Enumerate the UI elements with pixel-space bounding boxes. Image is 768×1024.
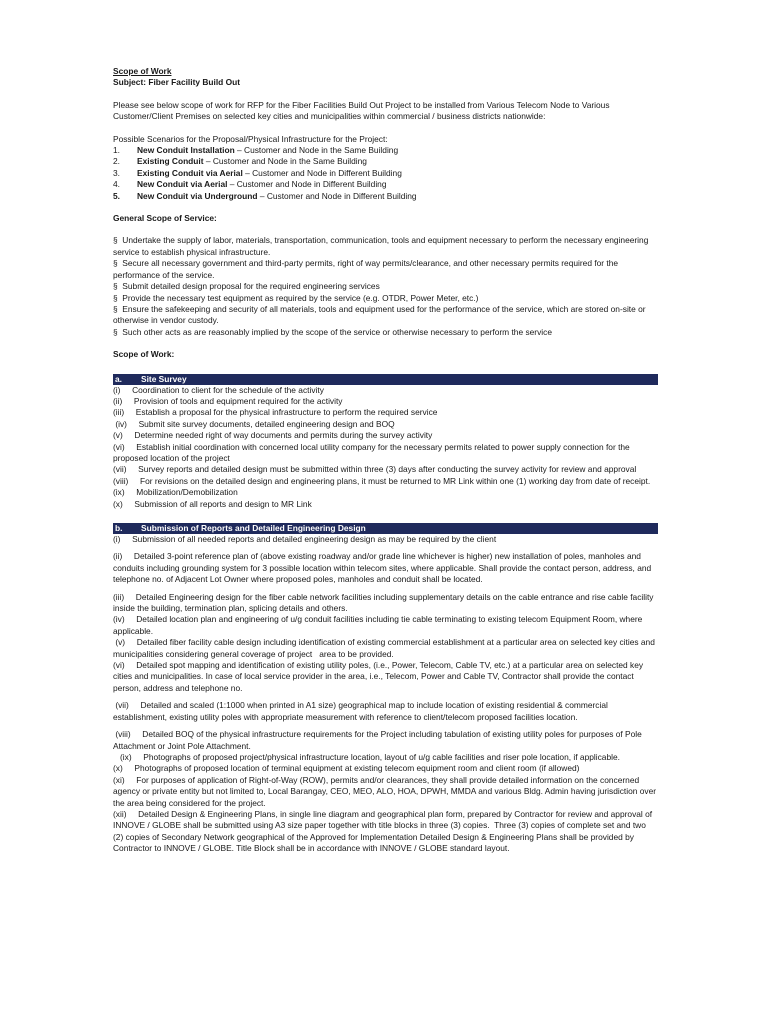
doc-intro: Please see below scope of work for RFP for the Fiber Facilities Build Out Project to be installed from Various Telecom Node to Various Customer/Client Premises on selected key cities and municipalities within commercial / business districts nationwide:: [113, 99, 610, 122]
scenario-description: – Customer and Node in Different Building: [257, 190, 417, 201]
scenario-name: Existing Conduit via Aerial: [137, 167, 243, 178]
section-b-header: [113, 523, 658, 534]
general-scope-item: § Ensure the safekeeping and security of all materials, tools and equipment used for the performance of the service, which are stored on-site or otherwise in vendor custody.: [113, 303, 648, 326]
site-survey-item: (vi) Establish initial coordination with concerned local utility company for the necessary permits related to power supply connection for the proposed location of the project: [113, 441, 633, 463]
scenario-item: [113, 179, 658, 190]
reports-item: (vi) Detailed spot mapping and identification of existing utility poles, (i.e., Power, Telecom, Cable TV, etc.) at a particular area on selected key cities and municipalities. In case of local service provider in the area, i.e., Telecom, Power and Cable TV, Contractor shall provide the contact person, address and telephone no.: [113, 660, 646, 693]
reports-item: (viii) Detailed BOQ of the physical infrastructure requirements for the Project including tabulation of existing utility poles for purposes of Pole Attachment or Joint Pole Attachment.: [113, 729, 644, 751]
reports-item: (ii) Detailed 3-point reference plan of (above existing roadway and/or grade line whichever is higher) new installation of poles, manholes and conduits including grounding system for 3 possible location within telecom sites, where applicable. Shall provide the contact person, address, and telephone no. of Adjacent Lot Owner where proposed poles, manholes and conduit shall be located.: [113, 551, 654, 585]
scenario-name: New Conduit via Underground: [137, 190, 258, 201]
general-scope-heading: General Scope of Service:: [113, 213, 217, 224]
site-survey-item: (iv) Submit site survey documents, detailed engineering design and BOQ: [113, 418, 395, 429]
scenario-number: 3.: [113, 167, 120, 178]
doc-title: Scope of Work: [113, 66, 172, 76]
general-scope-item: § Undertake the supply of labor, materials, transportation, communication, tools and equipment necessary to perform the necessary engineering service to establish physical infrastructure.: [113, 235, 651, 257]
reports-item: (xii) Detailed Design & Engineering Plans, in single line diagram and geographical plan form, prepared by Contractor for review and approval of INNOVE / GLOBE shall be submitted using A3 size paper together with title blocks in three (3) copies. Three (3) copies of complete set and two (2) copies of Secondary Network geographical of the Approved for Implementation Detailed Design & Engineering Plans shall be provided by Contractor to INNOVE / GLOBE. Title Block shall be in accordance with INNOVE / GLOBE standard layout.: [113, 808, 655, 854]
general-scope-item: § Submit detailed design proposal for the required engineering services: [113, 281, 380, 292]
section-a-letter: a.: [115, 373, 122, 384]
general-scope-item: § Such other acts as are reasonably implied by the scope of the service or otherwise necessary to perform the service: [113, 326, 552, 337]
section-a-list: [113, 385, 658, 510]
general-scope-item: § Secure all necessary government and third-party permits, right of way permits/clearance, and other necessary permits required for the performance of the service.: [113, 258, 621, 280]
section-a-title: Site Survey: [141, 373, 187, 384]
site-survey-item: (ii) Provision of tools and equipment required for the activity: [113, 395, 343, 406]
reports-item: (v) Detailed fiber facility cable design including identification of existing commercial establishment at a particular area on selected key cities and municipalities considering general coverage of project area to be provided.: [113, 637, 658, 659]
section-b-list: [113, 534, 658, 855]
general-scope-item: § Provide the necessary test equipment as required by the service (e.g. OTDR, Power Meter, etc.): [113, 292, 479, 303]
scenario-item: [113, 145, 658, 156]
scenario-name: New Conduit via Aerial: [137, 179, 228, 190]
site-survey-item: (ix) Mobilization/Demobilization: [113, 487, 238, 498]
reports-item: (iii) Detailed Engineering design for the fiber cable network facilities including supplementary details on the cable entrance and rise cable facility inside the building, termination plan, splicing details and others.: [113, 591, 656, 614]
general-scope-list: [113, 235, 658, 338]
reports-item: (iv) Detailed location plan and engineering of u/g conduit facilities including tie cable terminating to existing telecom Equipment Room, where applicable.: [113, 614, 645, 636]
reports-item: (ix) Photographs of proposed project/physical infrastructure location, layout of u/g cable facilities and riser pole location, if applicable.: [113, 751, 620, 762]
scenario-item: [113, 168, 658, 179]
scenario-item: [113, 191, 658, 202]
scenario-description: – Customer and Node in Different Building: [227, 179, 387, 190]
site-survey-item: (vii) Survey reports and detailed design must be submitted within three (3) days after conducting the survey activity for review and approval: [113, 464, 637, 475]
doc-subject: Subject: Fiber Facility Build Out: [113, 77, 241, 88]
scenario-number: 2.: [113, 156, 120, 167]
scenario-item: [113, 156, 658, 167]
scenarios-list: [113, 145, 658, 202]
section-b-letter: b.: [115, 523, 123, 533]
reports-item: (xi) For purposes of application of Right-of-Way (ROW), permits and/or clearances, they shall provide detailed information on the concerned agency or private entity but not limited to, Local Barangay, CEO, MEO, ALO, HOA, DPWH, MMDA and various Bldg. Admin having jurisdiction over the area being considered for the project.: [113, 774, 659, 808]
scenario-number: 1.: [113, 145, 120, 156]
site-survey-item: (v) Determine needed right of way documents and permits during the survey activity: [113, 430, 433, 441]
site-survey-item: (iii) Establish a proposal for the physical infrastructure to perform the required service: [113, 407, 438, 418]
scope-of-work-heading: Scope of Work:: [113, 349, 175, 360]
scenario-description: – Customer and Node in Different Building: [242, 167, 402, 178]
section-b-title: Submission of Reports and Detailed Engineering Design: [141, 523, 366, 533]
scenario-number: 4.: [113, 179, 120, 190]
scenarios-heading: Possible Scenarios for the Proposal/Physical Infrastructure for the Project:: [113, 133, 388, 144]
scenario-name: New Conduit Installation: [137, 145, 235, 156]
site-survey-item: (viii) For revisions on the detailed design and engineering plans, it must be returned to MR Link within one (1) working day from date of receipt.: [113, 475, 651, 486]
scenario-number: 5.: [113, 190, 120, 201]
reports-item: (vii) Detailed and scaled (1:1000 when printed in A1 size) geographical map to include location of existing residential & commercial establishment, existing utility poles with appropriate measurement with reference to client/telecom proposed facilities location.: [113, 700, 611, 722]
section-a-header: [113, 374, 658, 385]
site-survey-item: (i) Coordination to client for the schedule of the activity: [113, 384, 324, 395]
scenario-description: – Customer and Node in the Same Building: [234, 145, 399, 156]
reports-item: (x) Photographs of proposed location of terminal equipment at existing telecom equipment room and client room (if allowed): [113, 763, 580, 774]
scenario-name: Existing Conduit: [137, 156, 204, 167]
reports-item: (i) Submission of all needed reports and detailed engineering design as may be required by the client: [113, 534, 497, 544]
site-survey-item: (x) Submission of all reports and design to MR Link: [113, 498, 312, 509]
scenario-description: – Customer and Node in the Same Building: [203, 156, 367, 167]
